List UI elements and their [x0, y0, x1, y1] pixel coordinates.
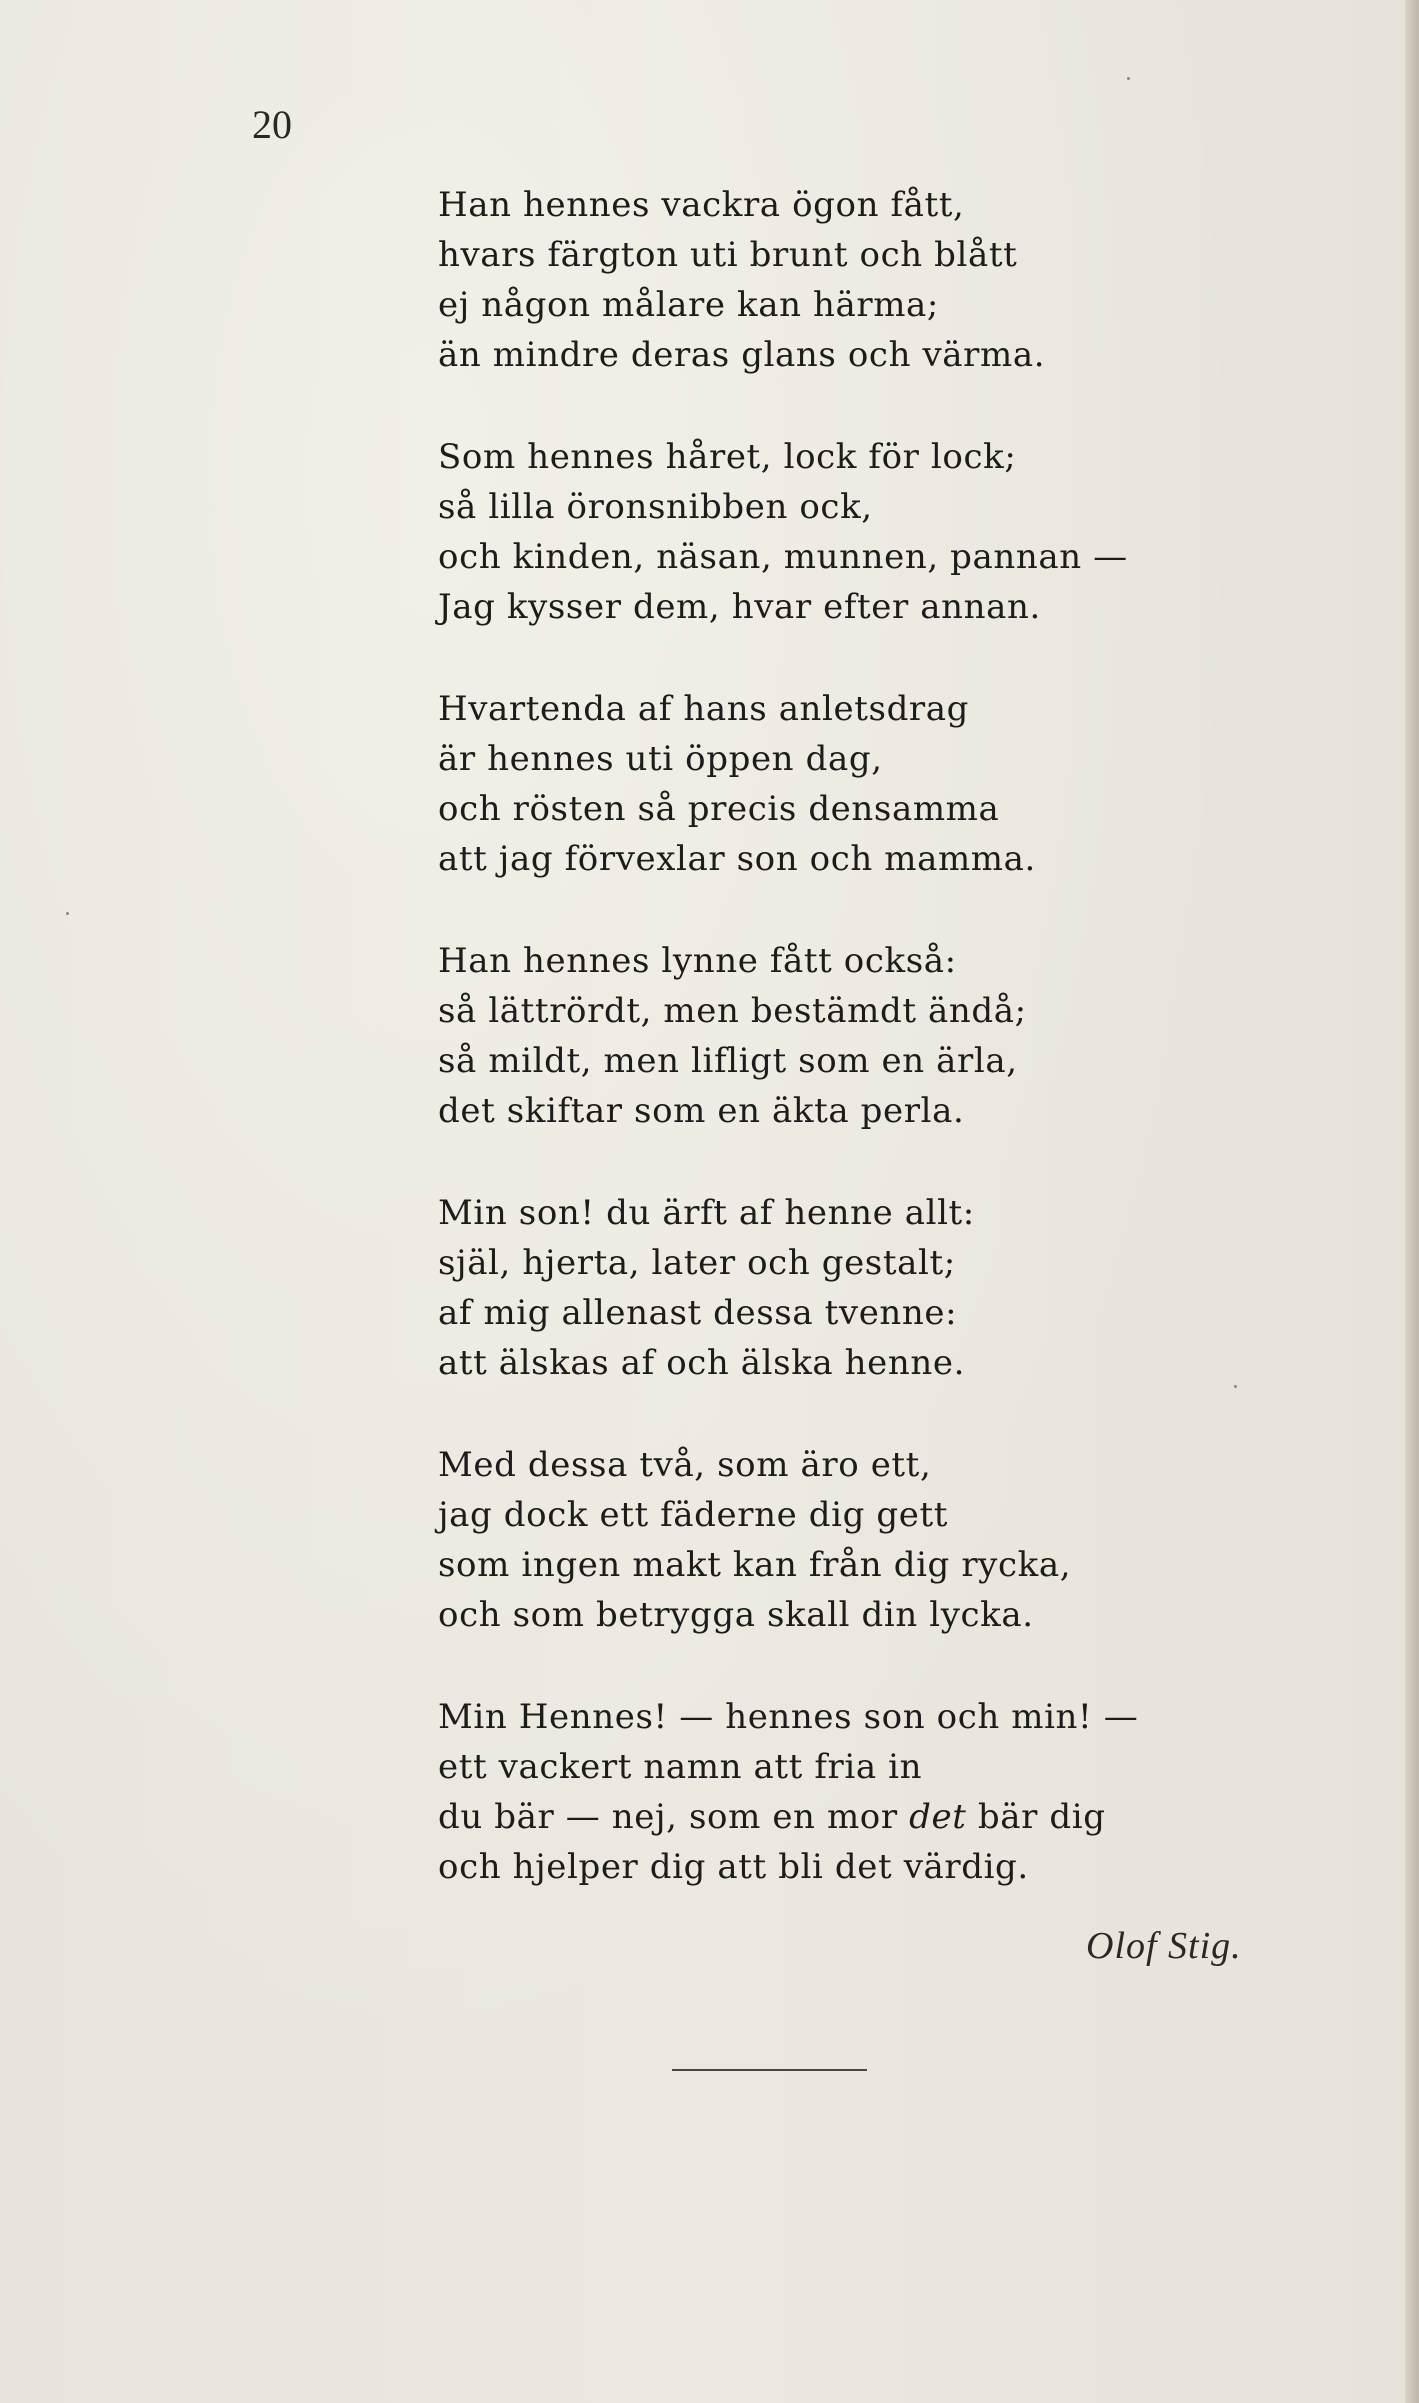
line-segment: bär dig	[966, 1797, 1106, 1837]
end-rule-divider	[672, 2069, 867, 2071]
poem-line: och kinden, näsan, munnen, pannan —	[438, 537, 1128, 577]
poem-line: så lättrördt, men bestämdt ändå;	[438, 991, 1027, 1031]
paper-speck	[66, 912, 69, 915]
poem-line: Min son! du ärft af henne allt:	[438, 1193, 975, 1233]
stanza-3	[438, 684, 1298, 884]
poem-line: Med dessa två, som äro ett,	[438, 1445, 932, 1485]
poem-line: hvars färgton uti brunt och blått	[438, 235, 1018, 275]
poem-line: Han hennes vackra ögon fått,	[438, 185, 965, 225]
author-signature: Olof Stig.	[1086, 1925, 1242, 1967]
page-number: 20	[252, 102, 292, 147]
poem-line: Min Hennes! — hennes son och min! —	[438, 1697, 1139, 1737]
emphasized-word: det	[909, 1797, 967, 1837]
poem-line: Han hennes lynne fått också:	[438, 941, 957, 981]
poem-line: Som hennes håret, lock för lock;	[438, 437, 1017, 477]
poem-line: så mildt, men lifligt som en ärla,	[438, 1041, 1018, 1081]
poem-line: och hjelper dig att bli det värdig.	[438, 1847, 1029, 1887]
stanza-5	[438, 1188, 1298, 1388]
poem-line-with-emphasis	[438, 1792, 1298, 1842]
poem-line: att jag förvexlar son och mamma.	[438, 839, 1036, 879]
stanza-4	[438, 936, 1298, 1136]
stanza-7	[438, 1692, 1298, 1892]
poem-line: det skiftar som en äkta perla.	[438, 1091, 965, 1131]
poem-line: ett vackert namn att fria in	[438, 1747, 923, 1787]
poem-line: själ, hjerta, later och gestalt;	[438, 1243, 956, 1283]
line-segment: du bär — nej, som en mor	[438, 1797, 910, 1837]
page-edge-shadow	[1405, 0, 1419, 2403]
poem-line: och som betrygga skall din lycka.	[438, 1595, 1034, 1635]
poem-line: så lilla öronsnibben ock,	[438, 487, 873, 527]
poem-line: af mig allenast dessa tvenne:	[438, 1293, 958, 1333]
poem-line: ej någon målare kan härma;	[438, 285, 939, 325]
poem-line: jag dock ett fäderne dig gett	[438, 1495, 948, 1535]
stanza-1	[438, 180, 1298, 380]
poem-line: att älskas af och älska henne.	[438, 1343, 966, 1383]
poem-body	[438, 180, 1298, 1944]
poem-line: än mindre deras glans och värma.	[438, 335, 1046, 375]
poem-line: och rösten så precis densamma	[438, 789, 1000, 829]
poem-line: är hennes uti öppen dag,	[438, 739, 883, 779]
paper-speck	[1127, 77, 1130, 80]
stanza-2	[438, 432, 1298, 632]
poem-line: Hvartenda af hans anletsdrag	[438, 689, 970, 729]
stanza-6	[438, 1440, 1298, 1640]
poem-line: som ingen makt kan från dig rycka,	[438, 1545, 1072, 1585]
poem-line: Jag kysser dem, hvar efter annan.	[438, 587, 1041, 627]
